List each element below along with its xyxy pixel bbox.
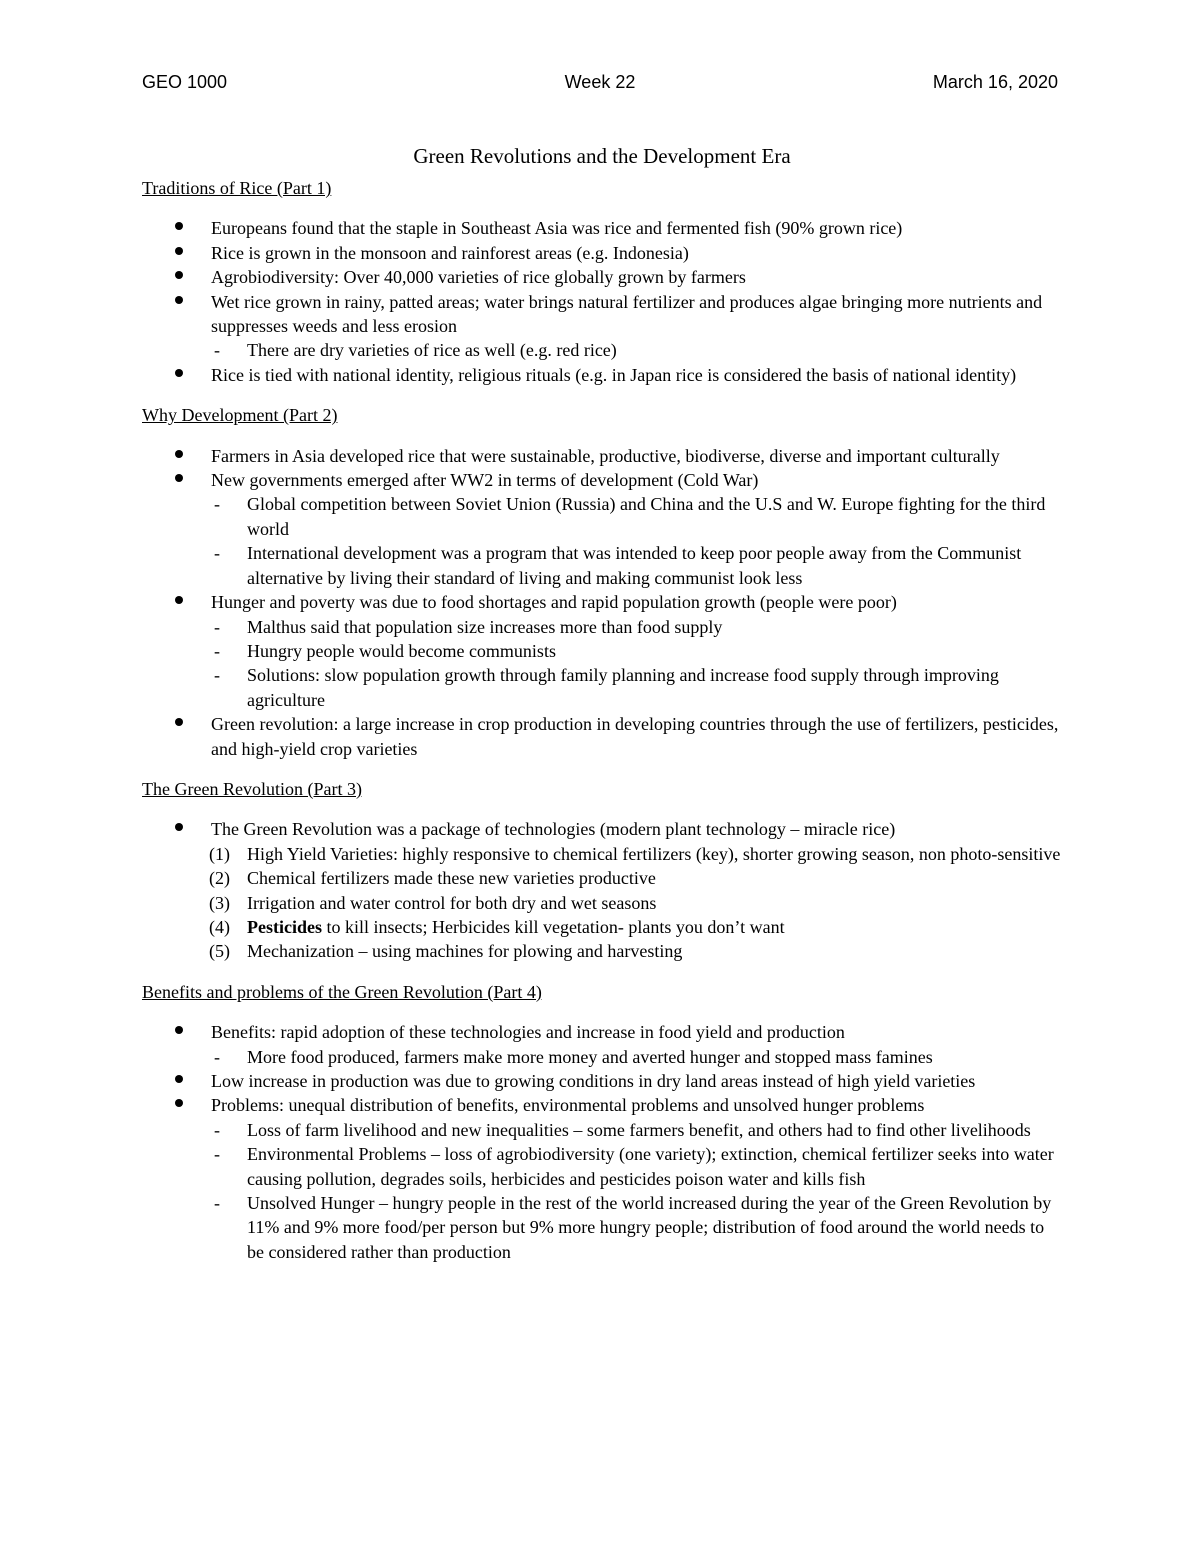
bullet-dot-icon bbox=[175, 296, 183, 304]
sub-item bbox=[211, 541, 1062, 590]
sub-item bbox=[211, 492, 1062, 541]
numbered-item bbox=[211, 891, 1062, 915]
bullet-text: Low increase in production was due to growing conditions in dry land areas instead of high yield varieties bbox=[211, 1071, 976, 1091]
numbered-item-text: Irrigation and water control for both dry and wet seasons bbox=[247, 892, 657, 913]
sub-item-text: Unsolved Hunger – hungry people in the rest of the world increased during the year of the Green Revolution by 11% and 9% more food/per person but 9% more hungry people; distribution of food around the world needs to be considered rather than production bbox=[247, 1193, 1052, 1262]
bullet-text: Agrobiodiversity: Over 40,000 varieties of rice globally grown by farmers bbox=[211, 267, 746, 288]
bullet-list bbox=[142, 817, 1062, 963]
bullet-item bbox=[142, 712, 1062, 761]
bullet-item bbox=[142, 590, 1062, 712]
section-heading-text: The Green Revolution (Part 3) bbox=[142, 778, 362, 799]
page-header bbox=[142, 72, 1058, 98]
dash-icon: - bbox=[214, 543, 220, 564]
bullet-dot-icon bbox=[175, 271, 183, 279]
bullet-item bbox=[142, 290, 1062, 363]
dash-icon: - bbox=[214, 640, 220, 661]
bullet-text: New governments emerged after WW2 in terms of development (Cold War) bbox=[211, 470, 759, 491]
document-body bbox=[142, 142, 1062, 1280]
bullet-text: Rice is tied with national identity, religious rituals (e.g. in Japan rice is considered the basis of national identity) bbox=[211, 364, 1017, 385]
section-heading-text: Why Development (Part 2) bbox=[142, 405, 338, 426]
header-course: GEO 1000 bbox=[142, 72, 228, 92]
bullet-item bbox=[142, 241, 1062, 265]
bullet-list bbox=[142, 444, 1062, 761]
numbered-item-text: to kill insects; Herbicides kill vegetation- plants you don’t want bbox=[321, 916, 785, 937]
sub-list bbox=[211, 338, 1062, 362]
sub-item bbox=[211, 1191, 1062, 1264]
sub-list bbox=[211, 1045, 1062, 1069]
header-week: Week 22 bbox=[564, 72, 636, 92]
numbered-item bbox=[211, 915, 1062, 939]
bullet-text: Green revolution: a large increase in crop production in developing countries through the use of fertilizers, pesticides, and high-yield crop varieties bbox=[211, 714, 1059, 759]
item-number: (3) bbox=[209, 892, 230, 913]
bullet-dot-icon bbox=[175, 222, 183, 230]
dash-icon: - bbox=[214, 616, 220, 637]
section-heading bbox=[142, 980, 1062, 1004]
item-number: (5) bbox=[209, 941, 230, 962]
numbered-item-text: Chemical fertilizers made these new varieties productive bbox=[247, 868, 656, 889]
dash-icon: - bbox=[214, 1144, 220, 1165]
bullet-list bbox=[142, 1020, 1062, 1264]
bullet-dot-icon bbox=[175, 823, 183, 831]
dash-icon: - bbox=[214, 665, 220, 686]
numbered-item-text: Mechanization – using machines for plowing and harvesting bbox=[247, 941, 683, 962]
bullet-item bbox=[142, 1093, 1062, 1264]
bullet-item bbox=[142, 468, 1062, 590]
item-number: (4) bbox=[209, 916, 230, 937]
bullet-dot-icon bbox=[175, 1026, 183, 1034]
sub-item bbox=[211, 1045, 1062, 1069]
dash-icon: - bbox=[214, 494, 220, 515]
bullet-list bbox=[142, 216, 1062, 387]
bullet-text: Wet rice grown in rainy, patted areas; water brings natural fertilizer and produces algae bringing more nutrients and suppresses weeds and less erosion bbox=[211, 291, 1043, 337]
bullet-item bbox=[142, 363, 1062, 387]
bullet-item bbox=[142, 216, 1062, 240]
sub-item bbox=[211, 615, 1062, 639]
sub-item-text: Hungry people would become communists bbox=[247, 640, 556, 661]
section-heading bbox=[142, 403, 1062, 427]
bullet-text: Hunger and poverty was due to food shortages and rapid population growth (people were poor) bbox=[211, 592, 897, 613]
bullet-item bbox=[142, 817, 1062, 963]
bullet-item bbox=[142, 265, 1062, 289]
bullet-item bbox=[142, 1069, 1062, 1093]
sub-item-text: More food produced, farmers make more money and averted hunger and stopped mass famines bbox=[247, 1046, 933, 1067]
header-date: March 16, 2020 bbox=[932, 72, 1058, 92]
dash-icon: - bbox=[214, 1193, 220, 1214]
dash-icon: - bbox=[214, 1046, 220, 1067]
sub-item bbox=[211, 338, 1062, 362]
numbered-item-text: High Yield Varieties: highly responsive to chemical fertilizers (key), shorter growing season, non photo-sensitive bbox=[247, 843, 1061, 864]
bullet-text: Rice is grown in the monsoon and rainforest areas (e.g. Indonesia) bbox=[211, 242, 689, 263]
bullet-text: Europeans found that the staple in Southeast Asia was rice and fermented fish (90% grown rice) bbox=[211, 218, 903, 239]
numbered-item bbox=[211, 842, 1062, 866]
bullet-dot-icon bbox=[175, 718, 183, 726]
sub-item-text: Environmental Problems – loss of agrobiodiversity (one variety); extinction, chemical fertilizer seeks into water causing pollution, degrades soils, herbicides and pesticides poison water and kills fish bbox=[247, 1144, 1054, 1189]
sub-item bbox=[211, 1118, 1062, 1142]
sub-item-text: Malthus said that population size increases more than food supply bbox=[247, 616, 723, 637]
document-title: Green Revolutions and the Development Era bbox=[413, 144, 791, 168]
section-heading bbox=[142, 777, 1062, 801]
bullet-item bbox=[142, 444, 1062, 468]
bullet-text: Problems: unequal distribution of benefits, environmental problems and unsolved hunger problems bbox=[211, 1095, 925, 1116]
bullet-dot-icon bbox=[175, 450, 183, 458]
sub-list bbox=[211, 492, 1062, 590]
sub-item bbox=[211, 663, 1062, 712]
section-heading-text: Benefits and problems of the Green Revolution (Part 4) bbox=[142, 981, 542, 1002]
section-heading-text: Traditions of Rice (Part 1) bbox=[142, 178, 332, 198]
sub-item bbox=[211, 639, 1062, 663]
bullet-dot-icon bbox=[175, 369, 183, 377]
sub-item-text: International development was a program that was intended to keep poor people away from the Communist alternative by living their standard of living and making communist look less bbox=[247, 543, 1022, 588]
numbered-item bbox=[211, 939, 1062, 963]
bullet-dot-icon bbox=[175, 596, 183, 604]
bullet-text: Farmers in Asia developed rice that were sustainable, productive, biodiverse, diverse and important culturally bbox=[211, 445, 1000, 466]
bullet-item bbox=[142, 1020, 1062, 1069]
item-number: (1) bbox=[209, 843, 230, 864]
bullet-text: Benefits: rapid adoption of these technologies and increase in food yield and production bbox=[211, 1022, 845, 1043]
sub-list bbox=[211, 1118, 1062, 1264]
sub-item bbox=[211, 1142, 1062, 1191]
sub-item-text: Solutions: slow population growth through family planning and increase food supply through improving agriculture bbox=[247, 665, 999, 710]
numbered-item bbox=[211, 866, 1062, 890]
bullet-text: The Green Revolution was a package of technologies (modern plant technology – miracle rice) bbox=[211, 819, 896, 840]
bullet-dot-icon bbox=[175, 474, 183, 482]
sub-item-text: Global competition between Soviet Union (Russia) and China and the U.S and W. Europe fighting for the third world bbox=[247, 494, 1046, 539]
numbered-list bbox=[211, 842, 1062, 964]
bullet-dot-icon bbox=[175, 1075, 183, 1083]
item-number: (2) bbox=[209, 868, 230, 889]
bullet-dot-icon bbox=[175, 247, 183, 255]
bold-term: Pesticides bbox=[247, 916, 322, 937]
dash-icon: - bbox=[214, 1119, 220, 1140]
bullet-dot-icon bbox=[175, 1099, 183, 1107]
dash-icon: - bbox=[214, 340, 220, 361]
section-heading bbox=[142, 176, 1062, 200]
sub-item-text: There are dry varieties of rice as well (e.g. red rice) bbox=[247, 340, 617, 361]
sections-container bbox=[142, 176, 1062, 1264]
sub-item-text: Loss of farm livelihood and new inequalities – some farmers benefit, and others had to find other livelihoods bbox=[247, 1119, 1031, 1140]
sub-list bbox=[211, 615, 1062, 713]
